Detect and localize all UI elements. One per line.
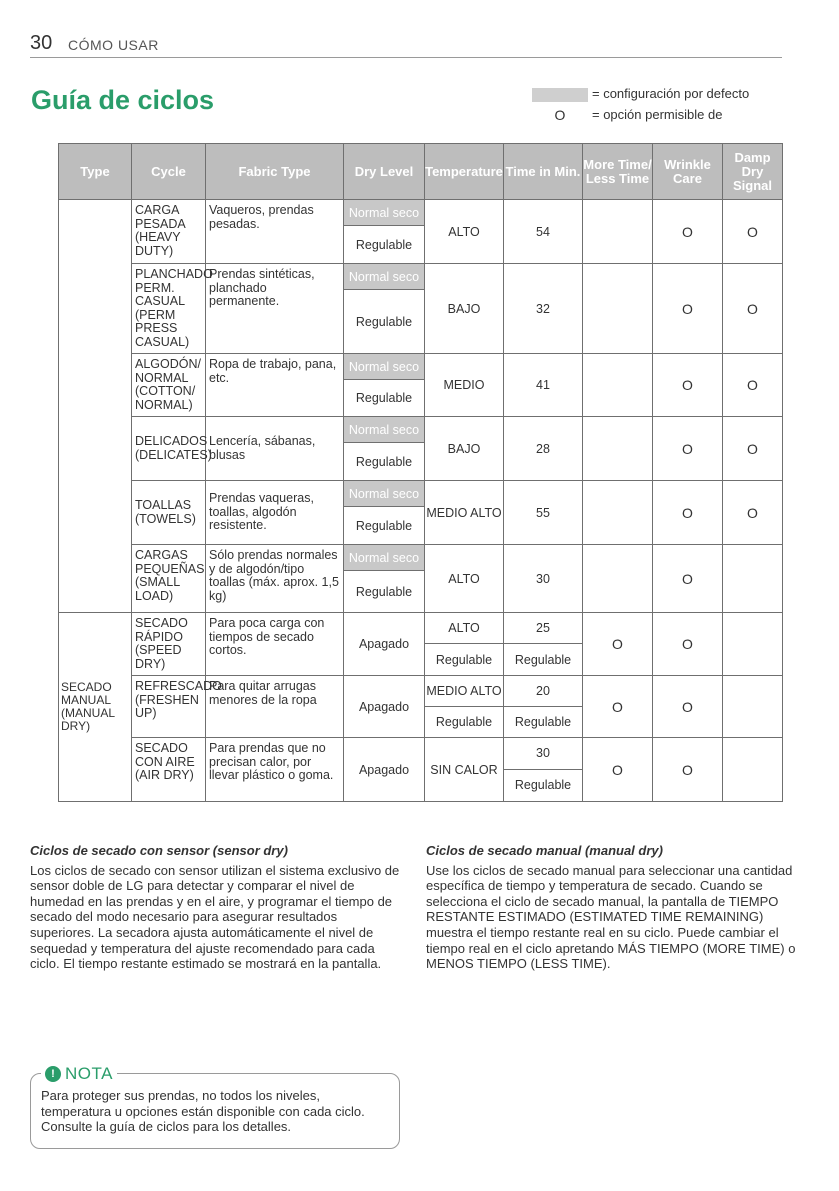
temp-option-value: Regulable bbox=[435, 714, 493, 729]
cycle-cell: SECADO CON AIRE (AIR DRY) bbox=[132, 738, 206, 802]
wrinkle-care-cell: O bbox=[653, 264, 723, 354]
dry-level-cell bbox=[344, 481, 425, 545]
table-row bbox=[59, 545, 783, 613]
temp-default-value: MEDIO ALTO bbox=[425, 676, 503, 707]
more-less-cell bbox=[583, 481, 653, 545]
table-row bbox=[59, 481, 783, 545]
dry-level-cell bbox=[344, 545, 425, 613]
manual-dry-title: Ciclos de secado manual (manual dry) bbox=[426, 843, 663, 858]
fabric-cell: Prendas vaqueras, toallas, algodón resistente. bbox=[206, 481, 344, 545]
cycle-guide-table bbox=[58, 143, 783, 802]
temperature-cell bbox=[425, 613, 504, 676]
cycle-cell: SECADO RÁPIDO (SPEED DRY) bbox=[132, 613, 206, 676]
header-type: Type bbox=[59, 144, 132, 200]
fabric-cell: Ropa de trabajo, pana, etc. bbox=[206, 354, 344, 417]
table-row bbox=[59, 200, 783, 264]
header-temperature: Temperature bbox=[425, 144, 504, 200]
damp-dry-cell bbox=[723, 545, 783, 613]
damp-dry-cell: O bbox=[723, 417, 783, 481]
dry-option-value: Regulable bbox=[355, 314, 413, 329]
more-less-cell: O bbox=[583, 738, 653, 802]
cycle-cell: TOALLAS (TOWELS) bbox=[132, 481, 206, 545]
dry-level-cell: Apagado bbox=[344, 676, 425, 738]
header-damp-dry-signal: Damp Dry Signal bbox=[723, 144, 783, 200]
dry-option-value: Regulable bbox=[355, 454, 413, 469]
dry-default-value: Normal seco bbox=[344, 200, 424, 226]
note-label: NOTA bbox=[65, 1064, 113, 1083]
sensor-dry-title: Ciclos de secado con sensor (sensor dry) bbox=[30, 843, 288, 858]
header-dry-level: Dry Level bbox=[344, 144, 425, 200]
fabric-cell: Sólo prendas normales y de algodón/tipo toallas (máx. aprox. 1,5 kg) bbox=[206, 545, 344, 613]
time-option-value: Regulable bbox=[514, 778, 572, 793]
more-less-cell bbox=[583, 264, 653, 354]
dry-level-cell bbox=[344, 264, 425, 354]
dry-level-cell bbox=[344, 200, 425, 264]
dry-default-value: Normal seco bbox=[344, 354, 424, 380]
table-row bbox=[59, 417, 783, 481]
dry-default-value: Normal seco bbox=[344, 481, 424, 507]
legend-option-text: = opción permisible de bbox=[592, 107, 723, 122]
cycle-cell: REFRESCADO (FRESHEN UP) bbox=[132, 676, 206, 738]
header-fabric-type: Fabric Type bbox=[206, 144, 344, 200]
wrinkle-care-cell: O bbox=[653, 545, 723, 613]
option-circle-icon: O bbox=[554, 107, 566, 123]
wrinkle-care-cell: O bbox=[653, 676, 723, 738]
dry-option-value: Regulable bbox=[355, 518, 413, 533]
header-cycle: Cycle bbox=[132, 144, 206, 200]
dry-option-value: Regulable bbox=[355, 237, 413, 252]
legend-default-text: = configuración por defecto bbox=[592, 86, 750, 101]
damp-dry-cell bbox=[723, 738, 783, 802]
wrinkle-care-cell: O bbox=[653, 354, 723, 417]
table-row bbox=[59, 676, 783, 738]
temperature-cell: MEDIO bbox=[425, 354, 504, 417]
time-default-value: 30 bbox=[504, 738, 582, 770]
page-title: Guía de ciclos bbox=[31, 85, 215, 115]
temp-option-value: Regulable bbox=[435, 652, 493, 667]
temperature-cell: BAJO bbox=[425, 417, 504, 481]
dry-level-cell bbox=[344, 417, 425, 481]
note-heading bbox=[41, 1064, 117, 1084]
fabric-cell: Para prendas que no precisan calor, por llevar plástico o goma. bbox=[206, 738, 344, 802]
time-cell bbox=[504, 676, 583, 738]
time-cell: 54 bbox=[504, 200, 583, 264]
cycle-cell: CARGA PESADA (HEAVY DUTY) bbox=[132, 200, 206, 264]
dry-level-cell bbox=[344, 354, 425, 417]
damp-dry-cell: O bbox=[723, 264, 783, 354]
cycle-cell: CARGAS PEQUEÑAS (SMALL LOAD) bbox=[132, 545, 206, 613]
dry-default-value: Normal seco bbox=[344, 264, 424, 290]
temp-default-value: ALTO bbox=[425, 613, 503, 644]
time-option-value: Regulable bbox=[514, 714, 572, 729]
sensor-dry-section bbox=[30, 843, 400, 972]
default-swatch bbox=[532, 88, 588, 102]
time-cell: 41 bbox=[504, 354, 583, 417]
table-row bbox=[59, 354, 783, 417]
note-box bbox=[30, 1064, 400, 1149]
cycle-cell: ALGODÓN/ NORMAL (COTTON/ NORMAL) bbox=[132, 354, 206, 417]
fabric-cell: Vaqueros, prendas pesadas. bbox=[206, 200, 344, 264]
time-cell: 28 bbox=[504, 417, 583, 481]
wrinkle-care-cell: O bbox=[653, 738, 723, 802]
time-cell: 32 bbox=[504, 264, 583, 354]
more-less-cell: O bbox=[583, 613, 653, 676]
more-less-cell bbox=[583, 354, 653, 417]
note-text: Para proteger sus prendas, no todos los niveles, temperatura u opciones están disponible con cada ciclo. Consulte la guía de ciclos para los detalles. bbox=[41, 1088, 365, 1134]
section-name: CÓMO USAR bbox=[68, 37, 159, 53]
sensor-dry-text: Los ciclos de secado con sensor utilizan el sistema exclusivo de sensor doble de LG para detectar y comparar el nivel de humedad en las prendas y en el aire, y programar el tiempo de secado del modo necesario para asegurar resultados superiores. La secadora ajusta automáticamente el nivel de sequedad y temperatura del ajuste recomendado para cada ciclo. El tiempo restante estimado se mostrará en la pantalla. bbox=[30, 862, 400, 972]
page-header bbox=[30, 32, 782, 58]
time-cell: 30 bbox=[504, 545, 583, 613]
page-number: 30 bbox=[30, 32, 53, 54]
time-default-value: 25 bbox=[504, 613, 582, 644]
wrinkle-care-cell: O bbox=[653, 417, 723, 481]
type-cell-manual: SECADO MANUAL (MANUAL DRY) bbox=[59, 613, 132, 802]
time-default-value: 20 bbox=[504, 676, 582, 707]
manual-dry-section bbox=[426, 843, 796, 972]
dry-default-value: Normal seco bbox=[344, 417, 424, 443]
dry-default-value: Normal seco bbox=[344, 545, 424, 571]
fabric-cell: Lencería, sábanas, blusas bbox=[206, 417, 344, 481]
manual-dry-text: Use los ciclos de secado manual para seleccionar una cantidad específica de tiempo y temperatura de secado. Cuando se selecciona el ciclo de secado manual, la pantalla de TIEMPO RESTANTE ESTIMADO (ESTIMATED TIME REMAINING) muestra el tiempo restante real en su ciclo. Puede cambiar el tiempo real en el ciclo apretando MÁS TIEMPO (MORE TIME) o MENOS TIEMPO (LESS TIME). bbox=[426, 862, 796, 972]
cycle-cell: PLANCHADO PERM. CASUAL (PERM PRESS CASUAL) bbox=[132, 264, 206, 354]
table-row bbox=[59, 264, 783, 354]
damp-dry-cell: O bbox=[723, 354, 783, 417]
header-time: Time in Min. bbox=[504, 144, 583, 200]
temperature-cell: ALTO bbox=[425, 545, 504, 613]
wrinkle-care-cell: O bbox=[653, 200, 723, 264]
more-less-cell bbox=[583, 200, 653, 264]
fabric-cell: Para quitar arrugas menores de la ropa bbox=[206, 676, 344, 738]
temperature-cell bbox=[425, 676, 504, 738]
temperature-cell: BAJO bbox=[425, 264, 504, 354]
time-option-value: Regulable bbox=[514, 652, 572, 667]
fabric-cell: Para poca carga con tiempos de secado cortos. bbox=[206, 613, 344, 676]
dry-option-value: Regulable bbox=[355, 584, 413, 599]
header-more-less-time: More Time/ Less Time bbox=[583, 144, 653, 200]
time-cell bbox=[504, 738, 583, 802]
table-row bbox=[59, 738, 783, 802]
legend bbox=[532, 86, 792, 130]
temperature-cell: ALTO bbox=[425, 200, 504, 264]
warning-icon: ! bbox=[45, 1066, 61, 1082]
temperature-cell: SIN CALOR bbox=[425, 738, 504, 802]
time-cell bbox=[504, 613, 583, 676]
table-row bbox=[59, 613, 783, 676]
wrinkle-care-cell: O bbox=[653, 613, 723, 676]
more-less-cell bbox=[583, 545, 653, 613]
damp-dry-cell bbox=[723, 676, 783, 738]
dry-level-cell: Apagado bbox=[344, 613, 425, 676]
fabric-cell: Prendas sintéticas, planchado permanente. bbox=[206, 264, 344, 354]
temperature-cell: MEDIO ALTO bbox=[425, 481, 504, 545]
header-wrinkle-care: Wrinkle Care bbox=[653, 144, 723, 200]
time-cell: 55 bbox=[504, 481, 583, 545]
damp-dry-cell: O bbox=[723, 200, 783, 264]
more-less-cell: O bbox=[583, 676, 653, 738]
dry-option-value: Regulable bbox=[355, 391, 413, 405]
wrinkle-care-cell: O bbox=[653, 481, 723, 545]
damp-dry-cell bbox=[723, 613, 783, 676]
cycle-cell: DELICADOS (DELICATES) bbox=[132, 417, 206, 481]
more-less-cell bbox=[583, 417, 653, 481]
type-cell-sensor bbox=[59, 200, 132, 613]
damp-dry-cell: O bbox=[723, 481, 783, 545]
table-header-row bbox=[59, 144, 783, 200]
dry-level-cell: Apagado bbox=[344, 738, 425, 802]
